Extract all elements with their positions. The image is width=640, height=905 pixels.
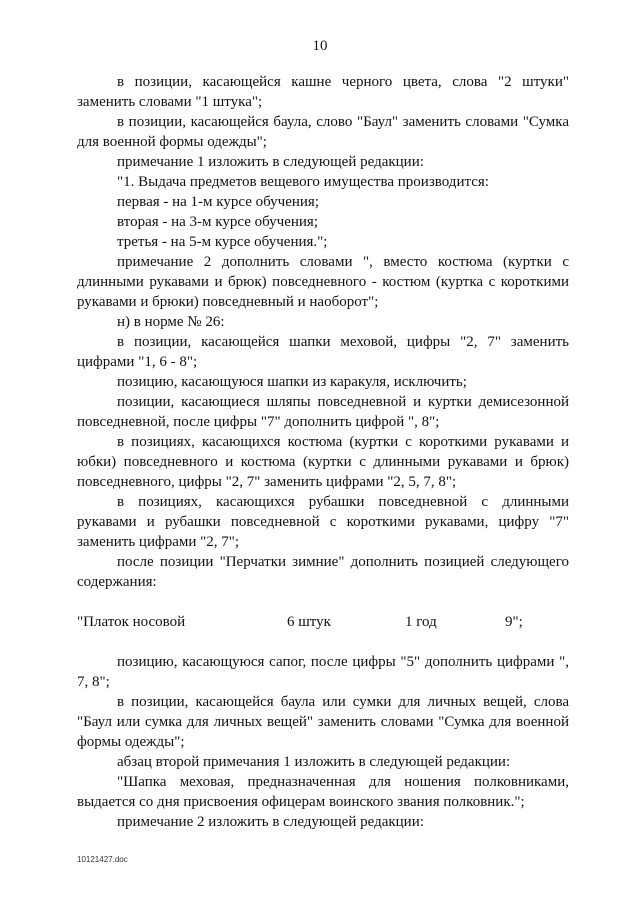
paragraph: в позициях, касающихся костюма (куртки с короткими рукавами и юбки) повседневного и костюма (куртки с длинными рукавами и брюк) повседневного, цифры "2, 7" заменить цифрами "2, 5, 7, 8";	[77, 434, 569, 490]
number-cell: 9";	[505, 614, 523, 630]
term-cell: 1 год	[405, 614, 437, 630]
paragraph: примечание 2 изложить в следующей редакции:	[117, 814, 424, 830]
paragraph: примечание 1 изложить в следующей редакции:	[117, 154, 424, 170]
paragraph: первая - на 1-м курсе обучения;	[117, 194, 320, 210]
paragraph: позицию, касающуюся шапки из каракуля, исключить;	[117, 374, 467, 390]
paragraph: "Шапка меховая, предназначенная для ношения полковниками, выдается со дня присвоения офицерам воинского звания полковник.";	[77, 774, 569, 810]
paragraph: позиции, касающиеся шляпы повседневной и куртки демисезонной повседневной, после цифры "7" дополнить цифрой ", 8";	[77, 394, 569, 430]
paragraph: абзац второй примечания 1 изложить в следующей редакции:	[117, 754, 511, 770]
paragraph: в позиции, касающейся баула, слово "Баул" заменить словами "Сумка для военной формы одежды";	[77, 114, 569, 150]
item-name-cell: "Платок носовой	[77, 614, 186, 630]
paragraph: третья - на 5-м курсе обучения.";	[117, 234, 328, 250]
paragraph: в позициях, касающихся рубашки повседневной с длинными рукавами и рубашки повседневной с короткими рукавами, цифру "7" заменить цифрами "2, 7";	[77, 494, 569, 550]
paragraph: в позиции, касающейся баула или сумки для личных вещей, слова "Баул или сумка для личных вещей" заменить словами "Сумка для военной формы одежды";	[77, 694, 569, 750]
norm-table-row	[77, 612, 569, 632]
paragraph: вторая - на 3-м курсе обучения;	[117, 214, 318, 230]
paragraph: в позиции, касающейся шапки меховой, цифры "2, 7" заменить цифрами "1, 6 - 8";	[77, 334, 569, 370]
paragraph: позицию, касающуюся сапог, после цифры "5" дополнить цифрами ", 7, 8";	[77, 654, 569, 690]
document-body	[77, 72, 569, 832]
paragraph: после позиции "Перчатки зимние" дополнить позицией следующего содержания:	[77, 554, 569, 590]
quantity-cell: 6 штук	[287, 614, 331, 630]
paragraph: "1. Выдача предметов вещевого имущества производится:	[117, 174, 489, 190]
paragraph: в позиции, касающейся кашне черного цвета, слова "2 штуки" заменить словами "1 штука";	[77, 74, 569, 110]
file-name-footer: 10121427.doc	[77, 855, 128, 864]
page-number: 10	[312, 38, 328, 54]
paragraph: примечание 2 дополнить словами ", вместо костюма (куртки с длинными рукавами и брюк) повседневного - костюм (куртка с короткими рукавами и брюки) повседневный и наоборот";	[77, 254, 569, 310]
paragraph: н) в норме № 26:	[117, 314, 225, 330]
